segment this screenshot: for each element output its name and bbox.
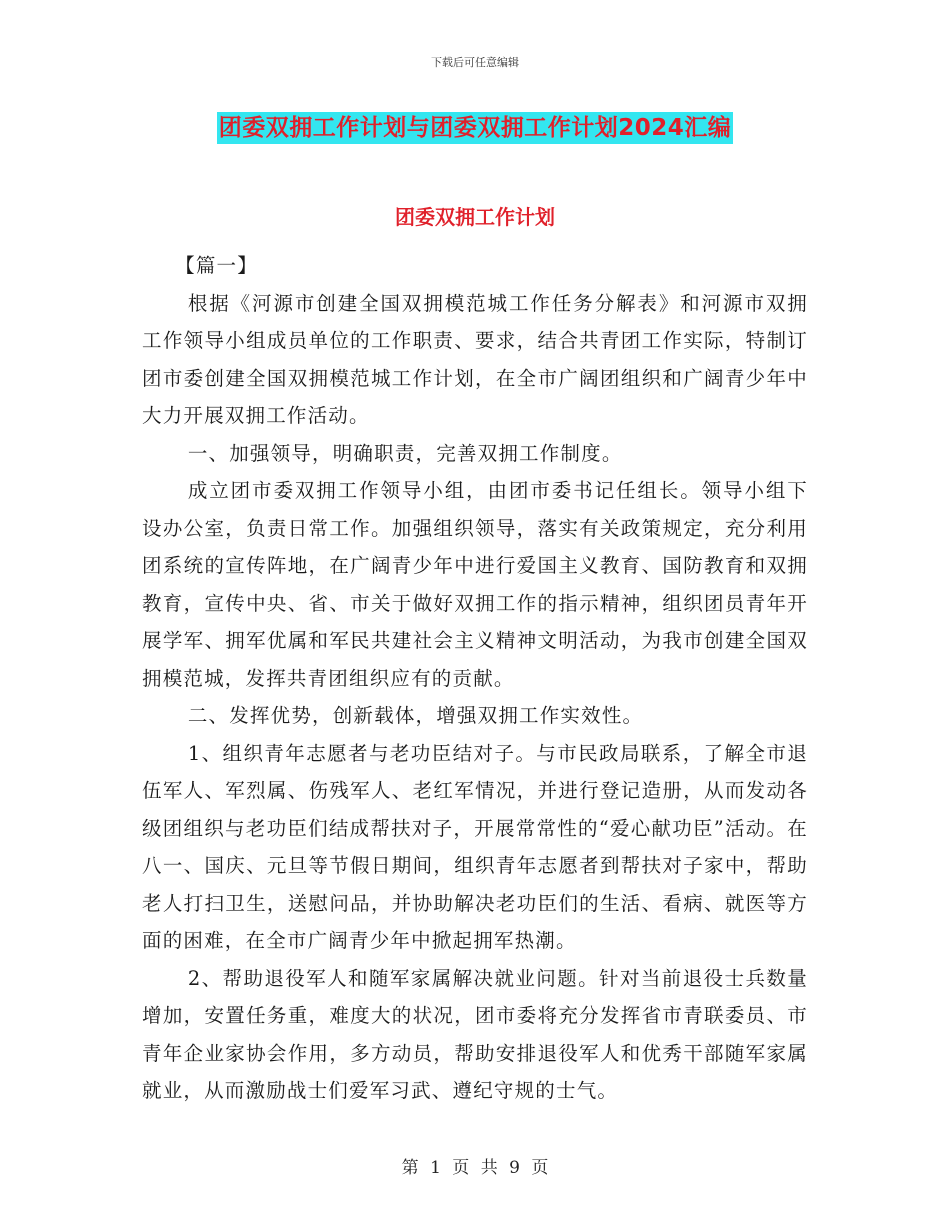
- paragraph: 根据《河源市创建全国双拥模范城工作任务分解表》和河源市双拥工作领导小组成员单位的工作职责、要求，结合共青团工作实际，特制订团市委创建全国双拥模范城工作计划，在全市广阔团组织和广阔青少年中大力开展双拥工作活动。: [142, 291, 808, 427]
- paragraph: 2、帮助退役军人和随军家属解决就业问题。针对当前退役士兵数量增加，安置任务重，难度大的状况，团市委将充分发挥省市青联委员、市青年企业家协会作用，多方动员，帮助安排退役军人和优秀干部随军家属就业，从而激励战士们爱军习武、遵纪守规的士气。: [142, 966, 808, 1102]
- sub-title: 团委双拥工作计划: [395, 205, 555, 229]
- section-heading: 一、加强领导，明确职责，完善双拥工作制度。: [187, 441, 623, 465]
- header-note: 下载后可任意编辑: [431, 56, 519, 69]
- section-marker: 【篇一】: [175, 254, 258, 277]
- main-title-wrapper: [0, 112, 950, 144]
- page-footer: 第 1 页 共 9 页: [401, 1158, 549, 1178]
- document-body: [142, 247, 808, 1110]
- main-title: 团委双拥工作计划与团委双拥工作计划2024汇编: [217, 112, 734, 144]
- paragraph: 1、组织青年志愿者与老功臣结对子。与市民政局联系，了解全市退伍军人、军烈属、伤残军人、老红军情况，并进行登记造册，从而发动各级团组织与老功臣们结成帮扶对子，开展常常性的“爱心献功臣”活动。在八一、国庆、元旦等节假日期间，组织青年志愿者到帮扶对子家中，帮助老人打扫卫生，送慰问品，并协助解决老功臣们的生活、看病、就医等方面的困难，在全市广阔青少年中掀起拥军热潮。: [142, 741, 808, 952]
- paragraph: 成立团市委双拥工作领导小组，由团市委书记任组长。领导小组下设办公室，负责日常工作。加强组织领导，落实有关政策规定，充分利用团系统的宣传阵地，在广阔青少年中进行爱国主义教育、国防教育和双拥教育，宣传中央、省、市关于做好双拥工作的指示精神，组织团员青年开展学军、拥军优属和军民共建社会主义精神文明活动，为我市创建全国双拥模范城，发挥共青团组织应有的贡献。: [142, 479, 808, 690]
- section-heading: 二、发挥优势，创新载体，增强双拥工作实效性。: [187, 704, 644, 727]
